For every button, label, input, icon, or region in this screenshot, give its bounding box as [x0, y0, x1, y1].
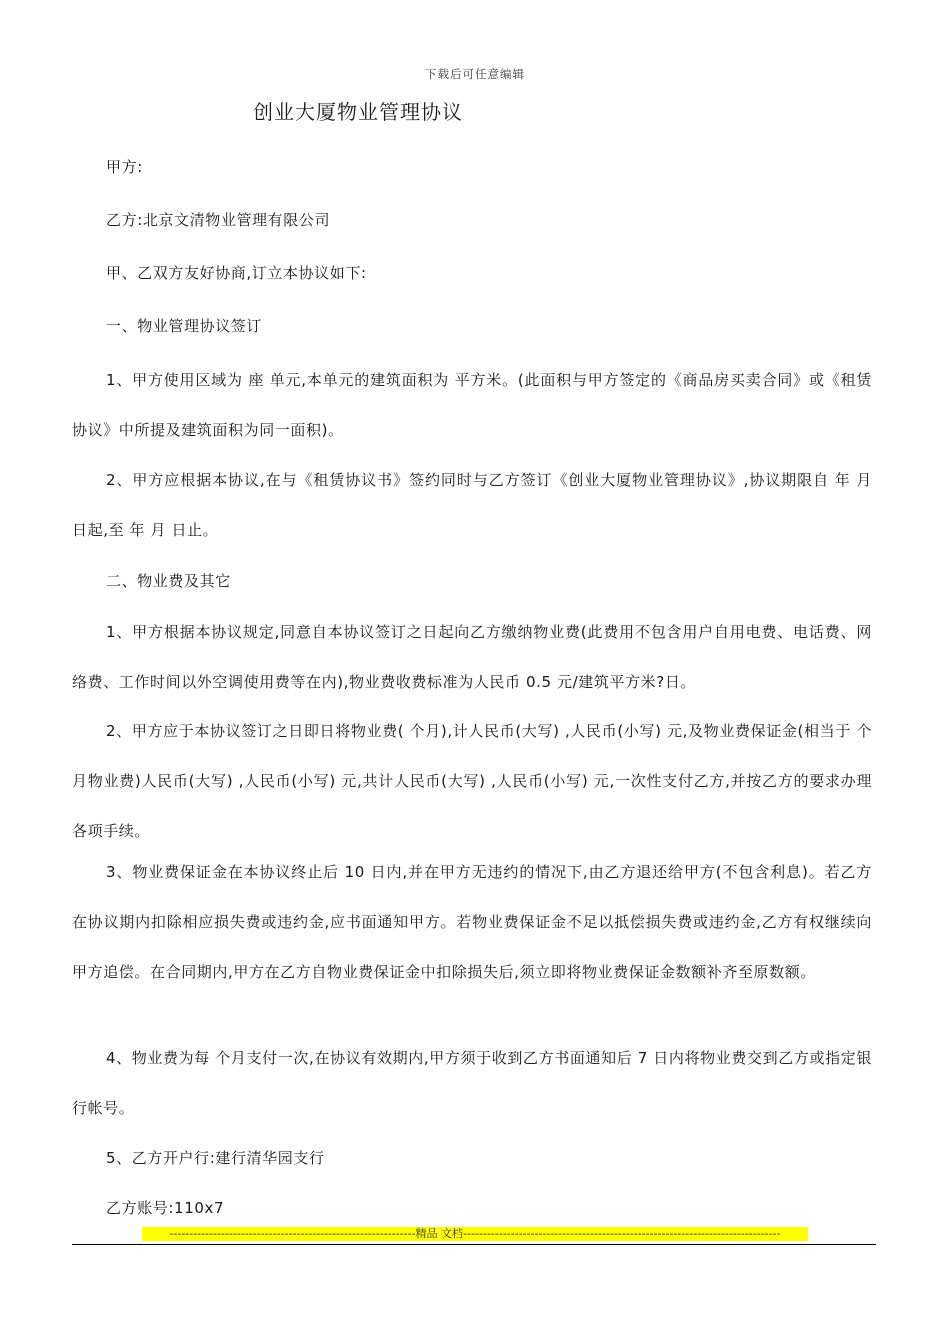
section-1-item-2: 2、甲方应根据本协议,在与《租赁协议书》签约同时与乙方签订《创业大厦物业管理协议》,协议期限自 年 月 日起,至 年 月 日止。 [72, 471, 872, 539]
account-number: 乙方账号:110x7 [106, 1199, 225, 1217]
section-2-item-3: 3、物业费保证金在本协议终止后 10 日内,并在甲方无违约的情况下,由乙方退还给甲方(不包含利息)。若乙方在协议期内扣除相应损失费或违约金,应书面通知甲方。若物业费保证金不足以抵偿损失费或违约金,乙方有权继续向甲方追偿。在合同期内,甲方在乙方自物业费保证金中扣除损失后,须立即将物业费保证金数额补齐至原数额。 [72, 863, 872, 981]
footer-divider [72, 1244, 876, 1245]
section-2-item-4: 4、物业费为每 个月支付一次,在协议有效期内,甲方须于收到乙方书面通知后 7 日内将物业费交到乙方或指定银行帐号。 [72, 1049, 872, 1117]
header-note: 下载后可任意编辑 [425, 67, 525, 81]
section-1-heading: 一、物业管理协议签订 [106, 317, 263, 335]
section-2-heading: 二、物业费及其它 [106, 572, 231, 590]
party-b: 乙方:北京文清物业管理有限公司 [106, 211, 331, 229]
section-2-item-1: 1、甲方根据本协议规定,同意自本协议签订之日起向乙方缴纳物业费(此费用不包含用户自用电费、电话费、网络费、工作时间以外空调使用费等在内),物业费收费标准为人民币 0.5 元/建筑平方米?日。 [72, 623, 872, 691]
document-title: 创业大厦物业管理协议 [253, 100, 463, 124]
footer-highlight-bar: --------------------------------------------------------------精品 文档-------------------------------------------------------------------------------- [142, 1227, 808, 1241]
intro-paragraph: 甲、乙双方友好协商,订立本协议如下: [106, 264, 367, 282]
section-1-item-1: 1、甲方使用区域为 座 单元,本单元的建筑面积为 平方米。(此面积与甲方签定的《商品房买卖合同》或《租赁协议》中所提及建筑面积为同一面积)。 [72, 371, 872, 439]
section-2-item-2: 2、甲方应于本协议签订之日即日将物业费( 个月),计人民币(大写) ,人民币(小写) 元,及物业费保证金(相当于 个月物业费)人民币(大写) ,人民币(小写) 元,共计人民币(大写) ,人民币(小写) 元,一次性支付乙方,并按乙方的要求办理各项手续。 [72, 722, 872, 840]
section-2-item-5: 5、乙方开户行:建行清华园支行 [106, 1149, 325, 1167]
party-a: 甲方: [106, 158, 143, 176]
